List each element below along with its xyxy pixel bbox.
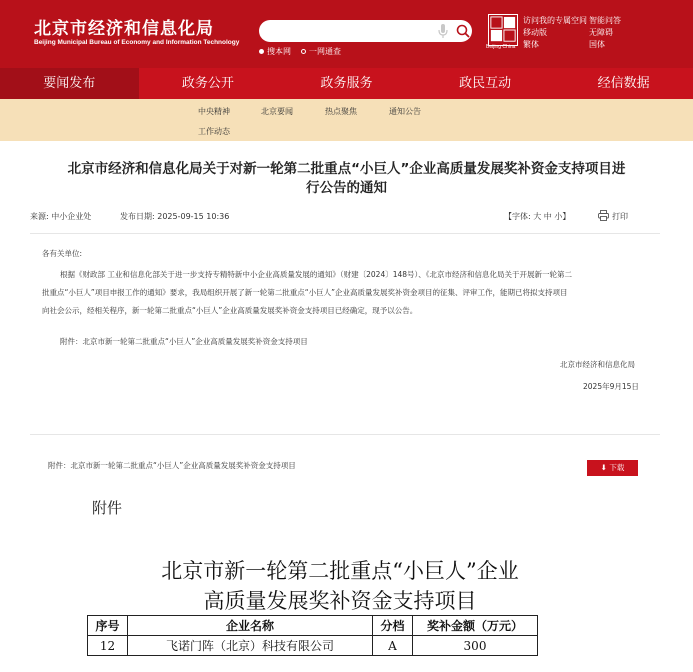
scope-all[interactable] <box>301 46 341 57</box>
subnav-item-beijing[interactable]: 北京要闻 <box>261 107 293 116</box>
link-traditional[interactable]: 繁体 <box>523 40 539 49</box>
article-signature: 北京市经济和信息化局 <box>560 360 635 369</box>
article-source: 来源: 中小企业处 <box>30 212 92 221</box>
article-para-line2: 批重点“小巨人”项目申报工作的通知》要求，我局组织开展了新一轮第二批重点“小巨人”企业高质量发展奖补资金项目的征集、评审工作，能期已将拟支持项目 <box>42 288 568 297</box>
article-para-line1: 根据《财政部 工业和信息化部关于进一步支持专精特新中小企业高质量发展的通知》（财建〔2024〕148号）、《北京市经济和信息化局关于开展新一轮第二 <box>60 270 573 279</box>
attachment-bar-text[interactable]: 附件：北京市新一轮第二批重点“小巨人”企业高质量发展奖补资金支持项目 <box>48 461 296 470</box>
article-title <box>20 160 673 198</box>
radio-unchecked-icon <box>301 49 306 54</box>
quick-links <box>523 15 621 51</box>
download-icon: ⬇ <box>600 463 607 472</box>
article-greeting: 各有关单位: <box>42 249 83 258</box>
font-size-control[interactable]: 【字体: 大 中 小】 <box>504 212 571 221</box>
search-scope <box>259 46 341 57</box>
nav-item-affairs-open[interactable]: 政务公开 <box>181 76 234 91</box>
table-cell-tier: A <box>373 636 413 656</box>
col-header-index: 序号 <box>88 616 128 636</box>
divider <box>30 434 660 435</box>
site-title[interactable]: 北京市经济和信息化局 <box>34 19 214 39</box>
sub-nav <box>0 99 693 141</box>
print-icon[interactable] <box>598 210 609 221</box>
article-para-line3: 向社会公示，经相关程序，新一轮第二批重点“小巨人”企业高质量发展奖补资金支持项目已经确定，现予以公告。 <box>42 306 418 315</box>
subnav-item-hot[interactable]: 热点聚焦 <box>325 107 357 116</box>
search-icon[interactable] <box>456 24 470 38</box>
scope-site-label: 搜本网 <box>267 47 291 56</box>
beijing-logo-icon <box>488 14 518 46</box>
link-mobile[interactable]: 移动版 <box>523 28 547 37</box>
link-accessibility[interactable]: 无障碍 <box>589 28 613 37</box>
print-button[interactable]: 打印 <box>612 212 628 221</box>
download-button[interactable] <box>587 460 638 476</box>
divider <box>30 233 660 234</box>
article-title-line1: 北京市经济和信息化局关于对新一轮第二批重点“小巨人”企业高质量发展奖补资金支持项目进 <box>67 161 626 177</box>
nav-item-data[interactable]: 经信数据 <box>597 76 650 91</box>
article-attachment-link[interactable]: 附件：北京市新一轮第二批重点“小巨人”企业高质量发展奖补资金支持项目 <box>60 337 308 346</box>
preview-label: 附件 <box>92 499 123 517</box>
download-label: 下载 <box>609 463 625 472</box>
link-personal-space[interactable]: 访问我的专属空间 <box>523 16 587 25</box>
nav-item-services[interactable]: 政务服务 <box>320 76 373 91</box>
preview-title-line1: 北京市新一轮第二批重点“小巨人”企业 <box>161 559 519 583</box>
article-sign-date: 2025年9月15日 <box>583 382 639 391</box>
col-header-tier: 分档 <box>373 616 413 636</box>
preview-title-line2: 高质量发展奖补资金支持项目 <box>203 589 477 613</box>
nav-item-interaction[interactable]: 政民互动 <box>459 76 512 91</box>
site-title-en: Beijing Municipal Bureau of Economy and Information Technology <box>34 39 240 46</box>
col-header-company: 企业名称 <box>128 616 373 636</box>
link-smart-qa[interactable]: 智能问答 <box>589 16 621 25</box>
article-date: 发布日期: 2025-09-15 10:36 <box>120 212 230 221</box>
subnav-item-notice[interactable]: 通知公告 <box>389 107 421 116</box>
table-cell-amount: 300 <box>413 636 538 656</box>
scope-site[interactable] <box>259 46 291 57</box>
subnav-item-central[interactable]: 中央精神 <box>198 107 230 116</box>
radio-checked-icon <box>259 49 264 54</box>
nav-item-news[interactable]: 要闻发布 <box>0 68 139 99</box>
link-national[interactable]: 国体 <box>589 40 605 49</box>
scope-all-label: 一网通查 <box>309 47 341 56</box>
col-header-amount: 奖补金额（万元） <box>413 616 538 636</box>
table-cell-index: 12 <box>88 636 128 656</box>
table-cell-company: 飞诺门阵（北京）科技有限公司 <box>128 636 373 656</box>
subnav-item-work[interactable]: 工作动态 <box>198 127 230 136</box>
main-nav <box>0 68 693 99</box>
article-title-line2: 行公告的通知 <box>306 180 387 196</box>
microphone-icon[interactable] <box>437 24 449 38</box>
award-table <box>87 615 538 656</box>
table-row <box>88 636 538 656</box>
logo-caption: Beijing China <box>486 44 516 50</box>
